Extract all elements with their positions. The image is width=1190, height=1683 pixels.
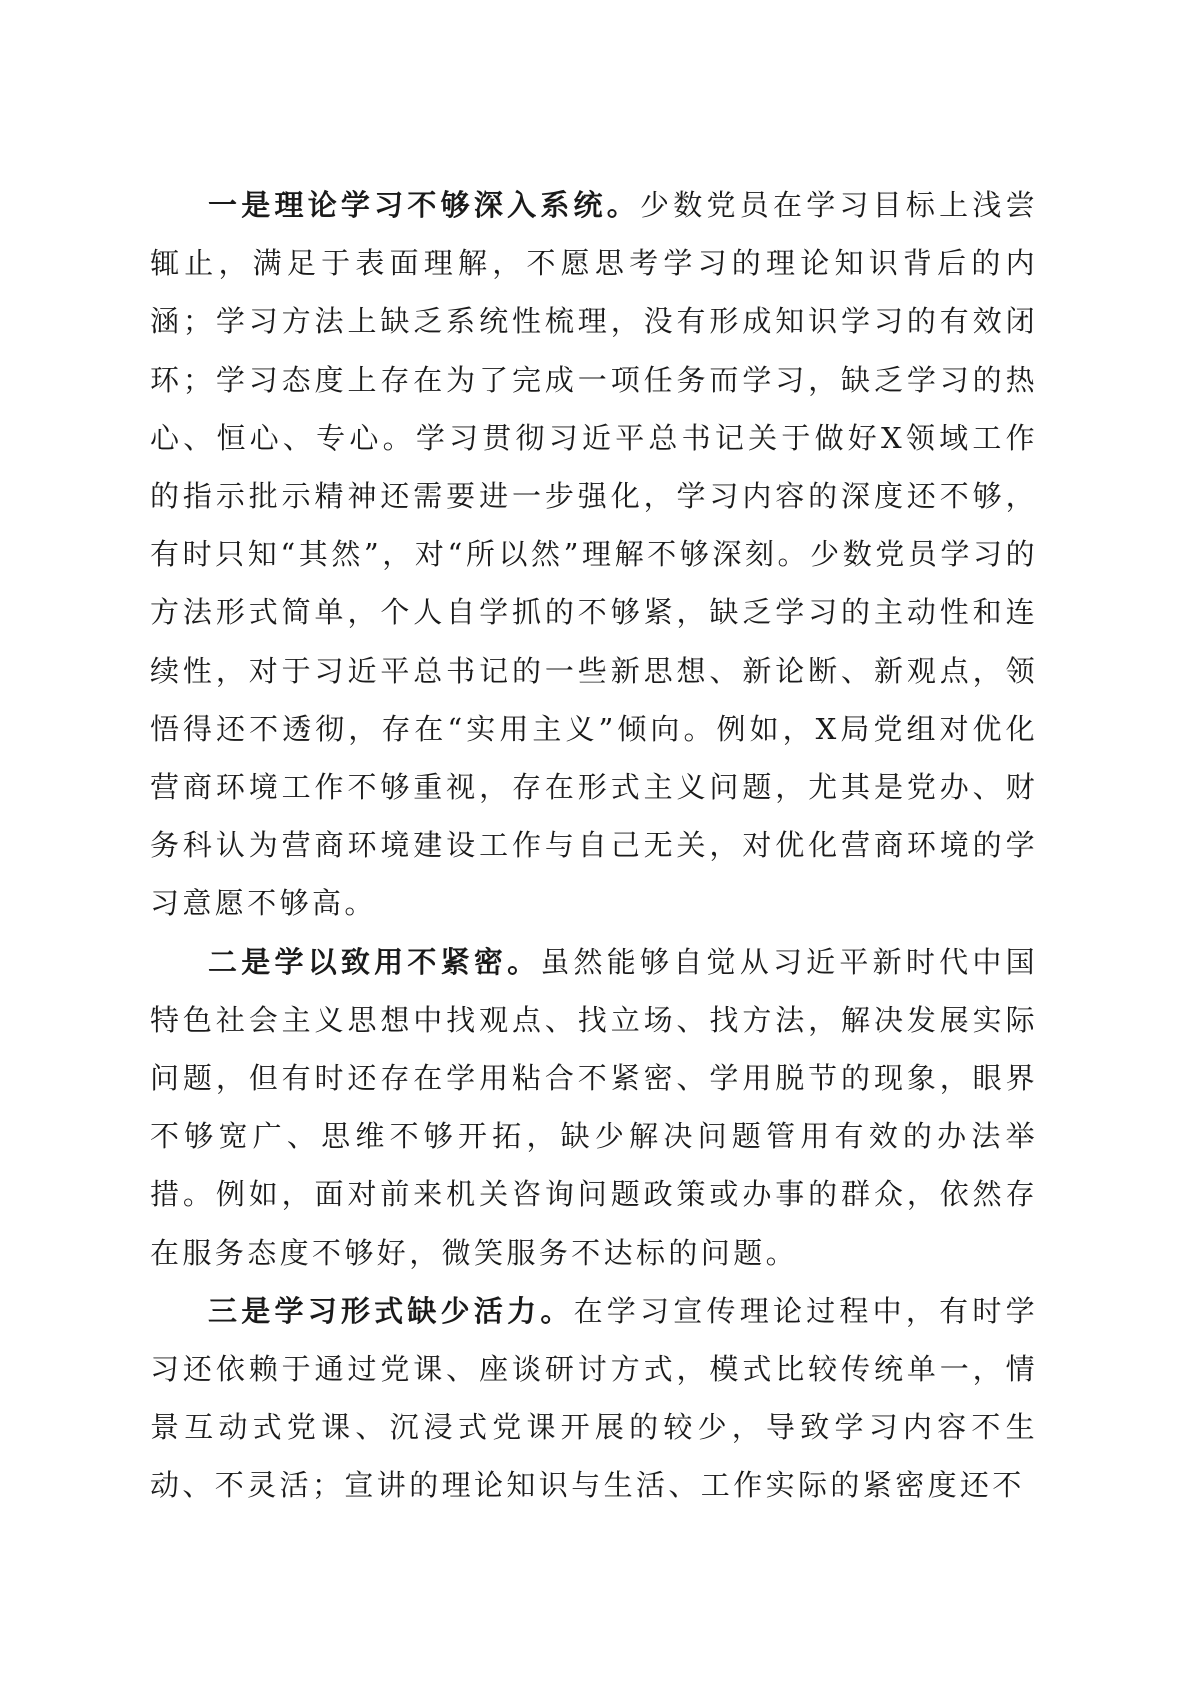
paragraph-body: 虽然能够自觉从习近平新时代中国特色社会主义思想中找观点、找立场、找方法，解决发展实际问题，但有时还存在学用粘合不紧密、学用脱节的现象，眼界不够宽广、思维不够开拓，缺少解决问题管用有效的办法举措。例如，面对前来机关咨询问题政策或办事的群众，依然存在服务态度不够好，微笑服务不达标的问题。 (150, 944, 1038, 1270)
paragraph-application (150, 933, 1038, 1282)
paragraph-heading: 三是学习形式缺少活力。 (208, 1293, 574, 1328)
document-page (150, 176, 1038, 1515)
paragraph-heading: 一是理论学习不够深入系统。 (208, 188, 641, 222)
paragraph-heading: 二是学以致用不紧密。 (208, 944, 541, 979)
paragraph-theory-study (150, 176, 1038, 933)
paragraph-body: 在学习宣传理论过程中，有时学习还依赖于通过党课、座谈研讨方式，模式比较传统单一，情景互动式党课、沉浸式党课开展的较少，导致学习内容不生动、不灵活；宣讲的理论知识与生活、工作实际的紧密度还不 (150, 1293, 1038, 1503)
paragraph-study-form (150, 1282, 1038, 1515)
paragraph-body: 少数党员在学习目标上浅尝辄止，满足于表面理解，不愿思考学习的理论知识背后的内涵；学习方法上缺乏系统性梳理，没有形成知识学习的有效闭环；学习态度上存在为了完成一项任务而学习，缺乏学习的热心、恒心、专心。学习贯彻习近平总书记关于做好X领域工作的指示批示精神还需要进一步强化，学习内容的深度还不够，有时只知“其然”，对“所以然”理解不够深刻。少数党员学习的方法形式简单，个人自学抓的不够紧，缺乏学习的主动性和连续性，对于习近平总书记的一些新思想、新论断、新观点，领悟得还不透彻，存在“实用主义”倾向。例如，X局党组对优化营商环境工作不够重视，存在形式主义问题，尤其是党办、财务科认为营商环境建设工作与自己无关，对优化营商环境的学习意愿不够高。 (150, 188, 1038, 921)
